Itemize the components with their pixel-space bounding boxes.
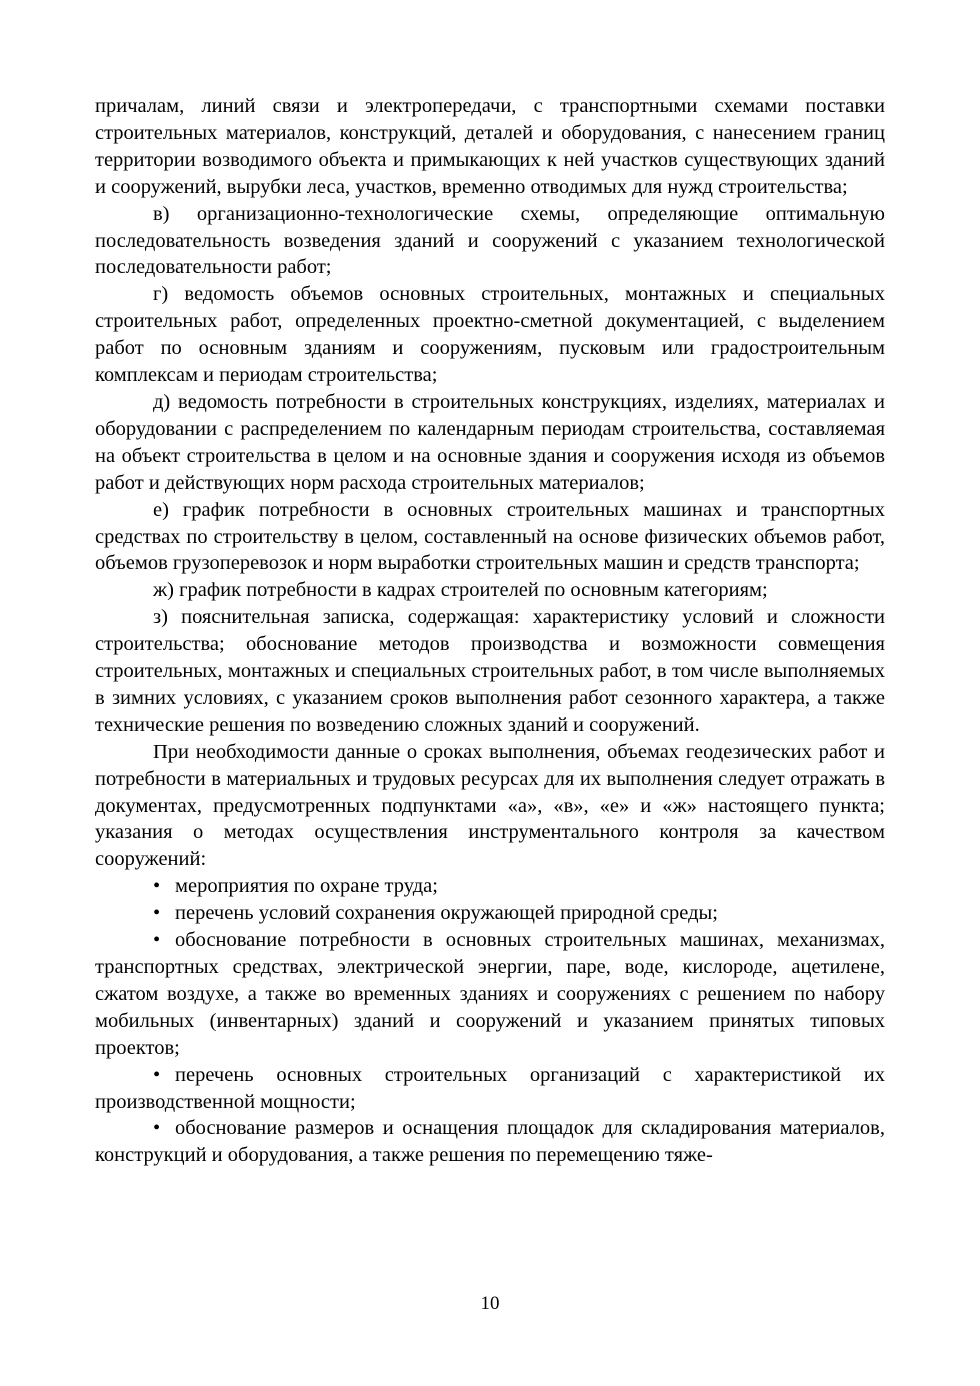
bullet-icon: •: [153, 1117, 161, 1140]
bullet-item: [95, 873, 885, 900]
paragraph-item-z: з) пояснительная записка, содержащая: характеристику условий и сложности строительства; обоснование методов производства и возможности совмещения строительных, монтажных и специальных строительных работ, в том числе выполняемых в зимних условиях, с указанием сроков выполнения работ сезонного характера, а также технические решения по возведению сложных зданий и сооружений.: [95, 606, 885, 736]
bullet-text: обоснование размеров и оснащения площадок для складирования материалов, конструкций и оборудования, а также решения по перемещению тяже-: [95, 1117, 885, 1167]
paragraph-item-e: е) график потребности в основных строительных машинах и транспортных средствах по строительству в целом, составленный на основе физических объемов работ, объемов грузоперевозок и норм выработки строительных машин и средств транспорта;: [95, 498, 885, 575]
bullet-text: перечень условий сохранения окружающей природной среды;: [175, 902, 718, 925]
bullet-text: мероприятия по охране труда;: [175, 875, 438, 898]
bullet-item: [95, 1115, 885, 1169]
bullet-icon: •: [153, 1063, 161, 1086]
paragraph-geodesy-note: При необходимости данные о сроках выполнения, объемах геодезических работ и потребности в материальных и трудовых ресурсах для их выполнения следует отражать в документах, предусмотренных подпунктами «а», «в», «е» и «ж» настоящего пункта; указания о методах осуществления инструментального контроля за качеством сооружений:: [95, 740, 885, 871]
bullet-icon: •: [153, 875, 161, 898]
paragraph-item-d: д) ведомость потребности в строительных конструкциях, изделиях, материалах и оборудовании с распределением по календарным периодам строительства, составляемая на объект строительства в целом и на основные здания и сооружения исходя из объемов работ и действующих норм расхода строительных материалов;: [95, 390, 885, 494]
paragraph-item-zh: ж) график потребности в кадрах строителей по основным категориям;: [153, 579, 768, 602]
bullet-icon: •: [153, 902, 161, 925]
paragraph-item-v: в) организационно-технологические схемы, определяющие оптимальную последовательность возведения зданий и сооружений с указанием технологической последовательности работ;: [95, 202, 885, 279]
bullet-icon: •: [153, 929, 161, 952]
bullet-item: [95, 900, 885, 927]
paragraph-continuation: причалам, линий связи и электропередачи, с транспортными схемами поставки строительных материалов, конструкций, деталей и оборудования, с нанесением границ территории возводимого объекта и примыкающих к ней участков существующих зданий и сооружений, вырубки леса, участков, временно отводимых для нужд строительства;: [95, 95, 885, 198]
page-number: 10: [480, 1293, 500, 1314]
paragraph-item-g: г) ведомость объемов основных строительных, монтажных и специальных строительных работ, определенных проектно-сметной документацией, с выделением работ по основным зданиям и сооружениям, пусковым или градостроительным комплексам и периодам строительства;: [95, 283, 885, 387]
bullet-item: [95, 927, 885, 1062]
bullet-text: перечень основных строительных организаций с характеристикой их производственной мощности;: [95, 1063, 885, 1113]
bullet-text: обоснование потребности в основных строительных машинах, механизмах, транспортных средствах, электрической энергии, паре, воде, кислороде, ацетилене, сжатом воздухе, а также во временных зданиях и сооружениях с решением по набору мобильных (инвентарных) зданий и сооружений и указанием принятых типовых проектов;: [95, 929, 885, 1059]
page-body: [95, 93, 885, 1169]
bullet-item: [95, 1062, 885, 1116]
